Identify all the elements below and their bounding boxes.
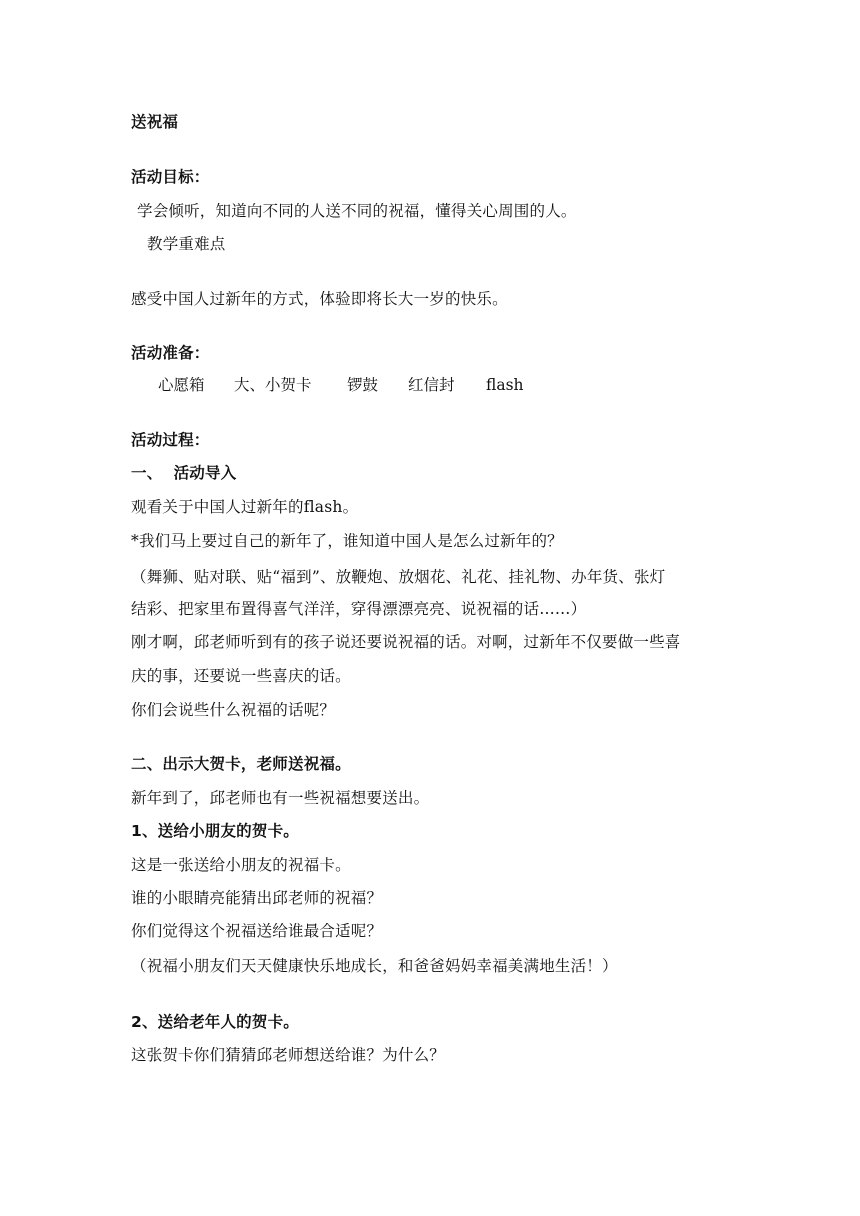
preparation-heading: 活动准备： (131, 344, 210, 362)
process-heading: 活动过程： (131, 431, 210, 449)
sub1-line: 谁的小眼睛亮能猜出邱老师的祝福？ (131, 889, 383, 907)
key-points-text: 感受中国人过新年的方式，体验即将长大一岁的快乐。 (131, 290, 508, 308)
sub1-heading: 1、送给小朋友的贺卡。 (131, 822, 299, 840)
key-points-label: 教学重难点 (147, 235, 226, 253)
preparation-item: 心愿箱 (158, 376, 205, 394)
section1-heading: 一、 活动导入 (131, 464, 237, 482)
section2-intro: 新年到了，邱老师也有一些祝福想要送出。 (131, 789, 430, 807)
sub1-line: （祝福小朋友们天天健康快乐地成长，和爸爸妈妈幸福美满地生活！） (131, 957, 618, 975)
sub1-line: 你们觉得这个祝福送给谁最合适呢？ (131, 922, 383, 940)
sub2-line: 这张贺卡你们猜猜邱老师想送给谁？为什么？ (131, 1046, 446, 1064)
section1-line: *我们马上要过自己的新年了，谁知道中国人是怎么过新年的？ (131, 532, 563, 550)
section2-heading: 二、出示大贺卡，老师送祝福。 (131, 755, 351, 773)
goals-heading: 活动目标： (131, 168, 210, 186)
preparation-item: 锣鼓 (347, 376, 379, 394)
goals-text: 学会倾听，知道向不同的人送不同的祝福，懂得关心周围的人。 (137, 202, 577, 220)
section1-line: 刚才啊，邱老师听到有的孩子说还要说祝福的话。对啊，过新年不仅要做一些喜 (131, 633, 681, 651)
section1-line: 你们会说些什么祝福的话呢？ (131, 701, 336, 719)
preparation-item: flash (486, 376, 524, 394)
preparation-item: 大、小贺卡 (234, 376, 312, 394)
section1-line: 结彩、把家里布置得喜气洋洋，穿得漂漂亮亮、说祝福的话……） (131, 600, 587, 618)
preparation-item: 红信封 (408, 376, 455, 394)
sub2-heading: 2、送给老年人的贺卡。 (131, 1013, 299, 1031)
section1-line: 庆的事，还要说一些喜庆的话。 (131, 667, 351, 685)
section1-line: 观看关于中国人过新年的flash。 (131, 498, 359, 516)
document-title: 送祝福 (131, 113, 179, 131)
sub1-line: 这是一张送给小朋友的祝福卡。 (131, 856, 351, 874)
section1-line: （舞狮、贴对联、贴“福到”、放鞭炮、放烟花、礼花、挂礼物、办年货、张灯 (131, 568, 666, 586)
